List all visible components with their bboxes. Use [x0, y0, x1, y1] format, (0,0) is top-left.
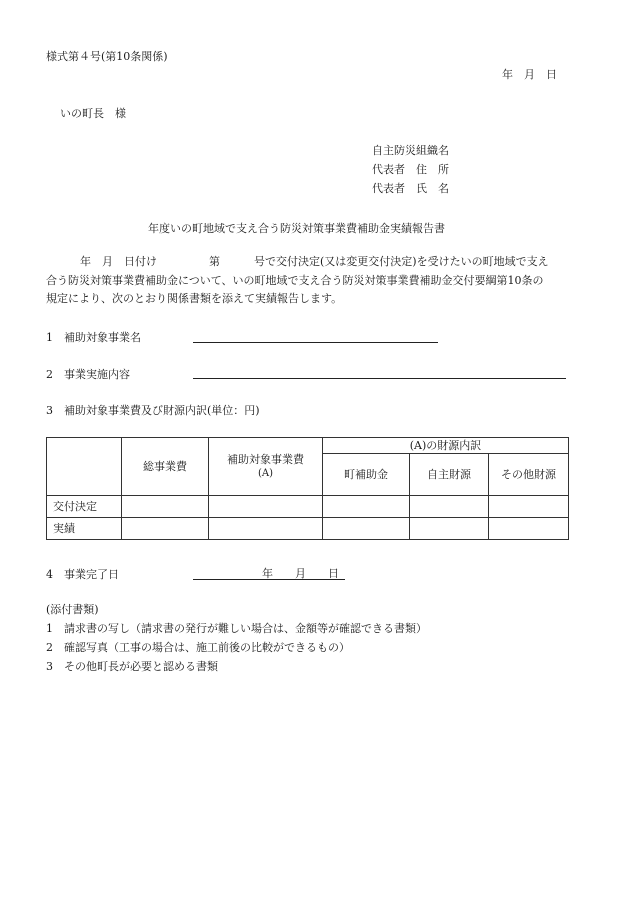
- cell-decision-eligible[interactable]: [209, 496, 323, 518]
- town-subsidy-header: 町補助金: [323, 454, 410, 496]
- item-project-content-label: 2 事業実施内容: [46, 368, 130, 381]
- body-number-prefix: 第: [209, 255, 220, 268]
- row-label-decision: 交付決定: [47, 496, 122, 518]
- cell-decision-town-subsidy[interactable]: [323, 496, 410, 518]
- attachment-item: 2 確認写真（工事の場合は、施工前後の比較ができるもの）: [46, 641, 350, 654]
- date-line: 年 月 日: [502, 68, 557, 81]
- source-breakdown-header: (A)の財源内訳: [323, 438, 569, 454]
- item-cost-breakdown-label: 3 補助対象事業費及び財源内訳(単位：円): [46, 404, 260, 417]
- addressee: いの町長 様: [60, 107, 126, 120]
- cell-actual-other-funds[interactable]: [489, 518, 569, 540]
- attachments-heading: (添付書類): [46, 603, 99, 616]
- cell-actual-total[interactable]: [122, 518, 209, 540]
- table-row: [47, 496, 569, 518]
- total-cost-header: 総事業費: [122, 438, 209, 496]
- other-funds-header: その他財源: [489, 454, 569, 496]
- page-title: 年度いの町地域で支え合う防災対策事業費補助金実績報告書: [148, 222, 445, 235]
- table-corner-cell: [47, 438, 122, 496]
- eligible-cost-header-label: 補助対象事業費: [227, 452, 304, 466]
- eligible-cost-header: [209, 438, 323, 496]
- cell-actual-town-subsidy[interactable]: [323, 518, 410, 540]
- body-decision-text: 号で交付決定(又は変更交付決定)を受けたいの町地域で支え: [254, 255, 549, 268]
- row-label-actual: 実績: [47, 518, 122, 540]
- table-row: [47, 518, 569, 540]
- item-project-name-label: 1 補助対象事業名: [46, 331, 141, 344]
- item-completion-date-label: 4 事業完了日: [46, 568, 119, 581]
- cell-decision-other-funds[interactable]: [489, 496, 569, 518]
- form-number: 様式第４号(第10条関係): [46, 50, 168, 63]
- cell-decision-total[interactable]: [122, 496, 209, 518]
- completion-date-field[interactable]: [193, 579, 345, 580]
- cost-breakdown-table: [46, 437, 569, 540]
- eligible-cost-header-sub: (A): [257, 467, 274, 479]
- body-line-3: 規定により、次のとおり関係書類を添えて実績報告します。: [46, 292, 343, 305]
- own-funds-header: 自主財源: [410, 454, 489, 496]
- representative-address-label: 代表者 住 所: [372, 163, 449, 176]
- project-name-field[interactable]: [193, 342, 438, 343]
- project-content-field[interactable]: [193, 378, 566, 379]
- body-date-text: 年 月 日付け: [80, 255, 157, 268]
- attachment-item: 1 請求書の写し（請求書の発行が難しい場合は、金額等が確認できる書類）: [46, 622, 427, 635]
- cell-actual-own-funds[interactable]: [410, 518, 489, 540]
- attachment-item: 3 その他町長が必要と認める書類: [46, 660, 218, 673]
- body-line-2: 合う防災対策事業費補助金について、いの町地域で支え合う防災対策事業費補助金交付要綱第10条の: [46, 274, 544, 287]
- completion-date-text: 年 月 日: [262, 567, 339, 580]
- cell-decision-own-funds[interactable]: [410, 496, 489, 518]
- representative-name-label: 代表者 氏 名: [372, 182, 449, 195]
- cell-actual-eligible[interactable]: [209, 518, 323, 540]
- org-name-label: 自主防災組織名: [372, 144, 449, 157]
